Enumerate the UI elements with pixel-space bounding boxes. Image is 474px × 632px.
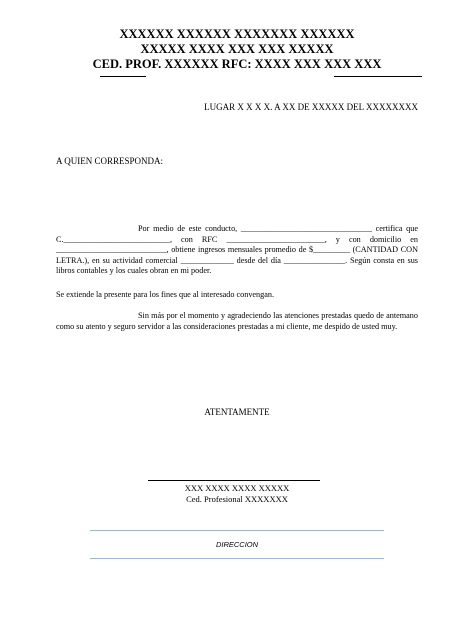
letterhead-credentials: CED. PROF. XXXXXX RFC: XXXX XXX XXX XXX xyxy=(92,57,382,71)
footer-address: DIRECCION xyxy=(215,540,259,549)
letterhead-subtitle: XXXXX XXXX XXX XXX XXXXX xyxy=(140,42,334,56)
footer-rule-top xyxy=(90,530,384,531)
signature-line xyxy=(148,480,320,481)
letterhead-name: XXXXXX XXXXXX XXXXXXX XXXXXX xyxy=(119,27,355,41)
place-and-date: LUGAR X X X X. A XX DE XXXXX DEL XXXXXXXX xyxy=(204,102,418,112)
letterhead xyxy=(0,27,474,72)
body-paragraph-certification: Por medio de este conducto, ________________________________ certifica que C.__________________________, con RFC ________________________, y con domicilio en ___________________________, obtiene ingresos mensuales promedio de $_________ (CANTIDAD CON LETRA.), en su actividad comercial _____________ desde del día _______________. Según consta en sus libros contables y los cuales obran en mi poder. xyxy=(56,224,418,275)
footer-rule-bottom xyxy=(90,558,384,559)
body-paragraph-purpose: Se extiende la presente para los fines que al interesado convengan. xyxy=(56,290,275,299)
letterhead-rule-right xyxy=(334,76,422,77)
signer-credential: Ced. Profesional XXXXXXX xyxy=(186,494,288,504)
closing: ATENTAMENTE xyxy=(204,407,270,417)
letterhead-rule-left xyxy=(100,76,146,77)
signer-name: XXX XXXX XXXX XXXXX xyxy=(184,483,290,493)
body-paragraph-farewell: Sin más por el momento y agradeciendo las atenciones prestadas quedo de antemano como su atento y seguro servidor a las consideraciones prestadas a mi cliente, me despido de usted muy. xyxy=(56,311,418,331)
greeting: A QUIEN CORRESPONDA: xyxy=(56,156,164,166)
